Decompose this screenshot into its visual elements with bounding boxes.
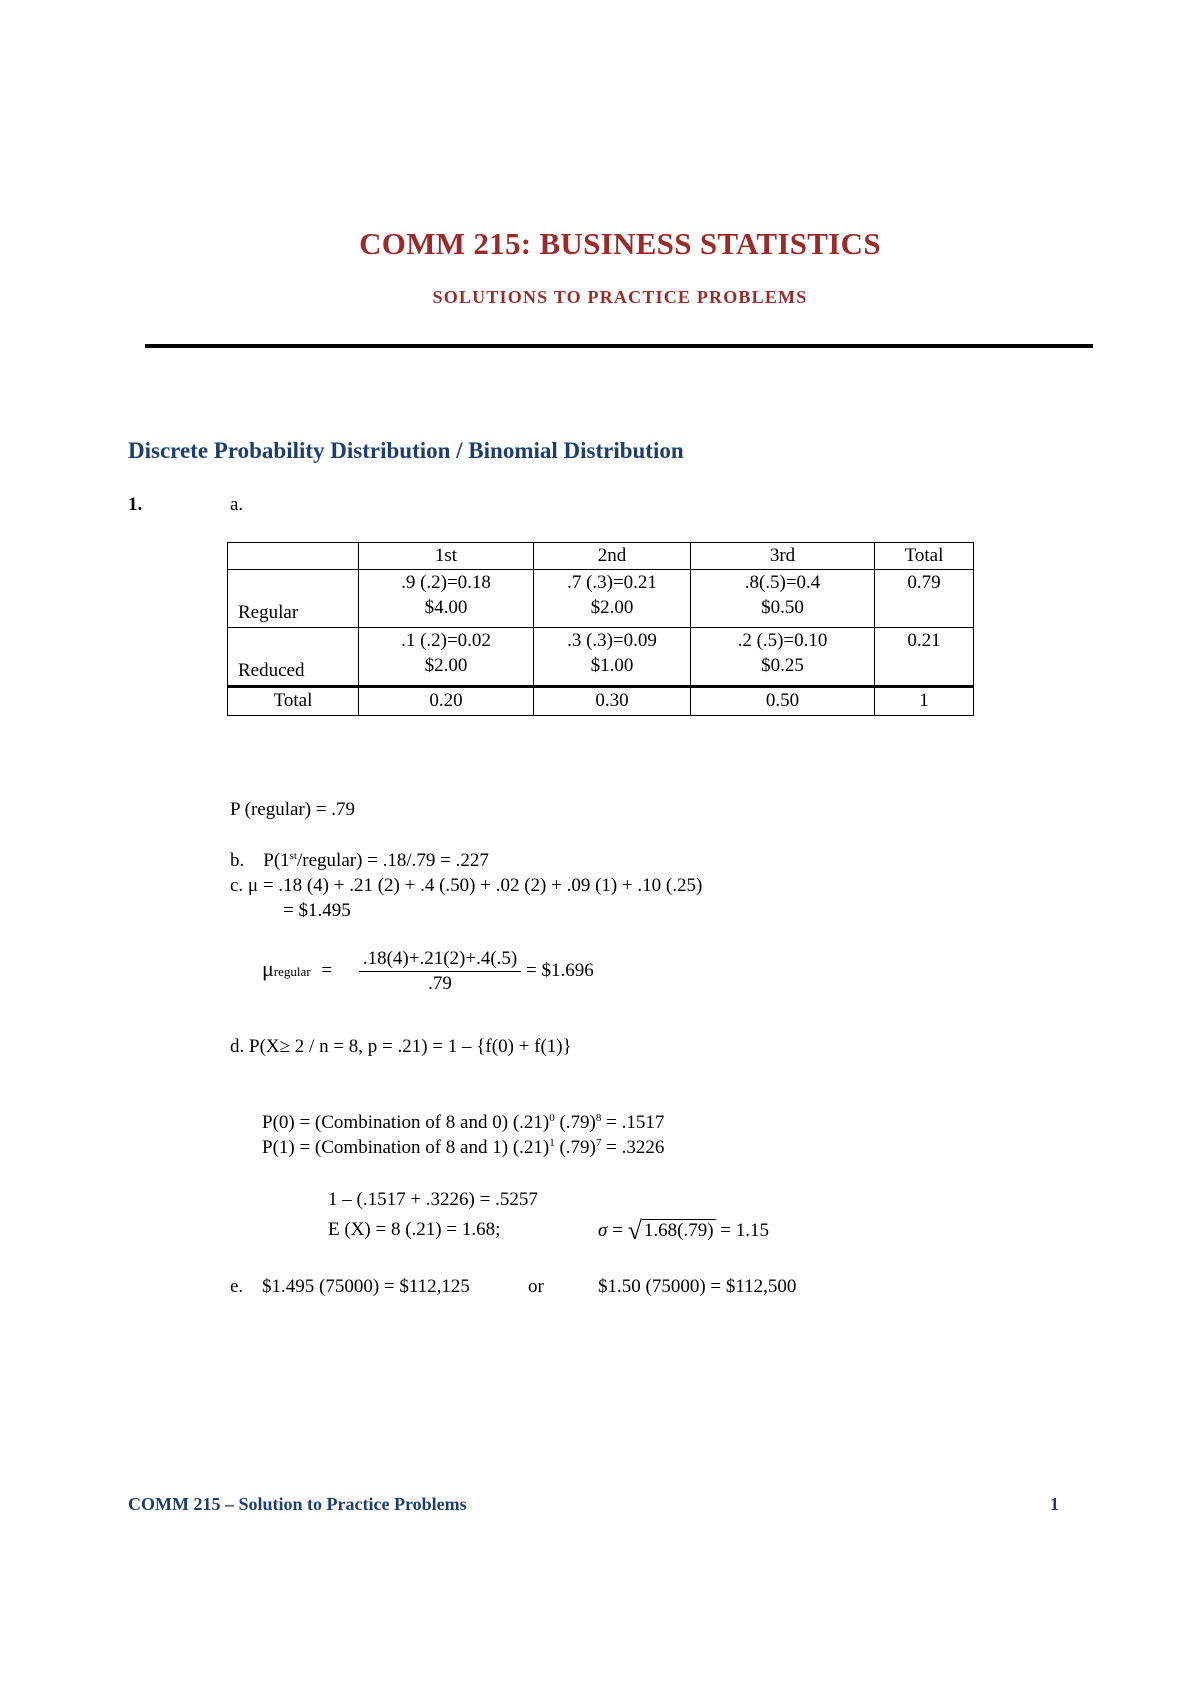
p0-line: P(0) = (Combination of 8 and 0) $(.21)^0$ $(.79)^8 = .1517$ [262, 1112, 665, 1133]
p1-line: P(1) = (Combination of 8 and 1) $(.21)^1$ $(.79)^7 = .3226$ [262, 1137, 665, 1158]
radicand: 1.68(.79) [643, 1220, 714, 1241]
row-label-reduced: Reduced [228, 628, 359, 687]
part-c-line1: c. μ = .18 (4) + .21 (2) + .4 (.50) + .02 (2) + .09 (1) + .10 (.25) [230, 875, 703, 896]
part-e-or: or [528, 1276, 544, 1297]
expectation-line: E (X) = 8 (.21) = 1.68; [328, 1219, 501, 1240]
table-header-cell: Total [875, 543, 974, 570]
page-number: 1 [1050, 1494, 1059, 1514]
table-cell: .3 (.3)=0.09 $1.00 [534, 628, 691, 687]
row-label-regular: Regular [228, 570, 359, 628]
table-cell: .1 (.2)=0.02 $2.00 [359, 628, 534, 687]
title-divider [145, 344, 1093, 348]
table-cell: .9 (.2)=0.18 $4.00 [359, 570, 534, 628]
part-b-label: b. [230, 850, 245, 871]
table-cell: .2 (.5)=0.10 $0.25 [691, 628, 875, 687]
table-row [228, 570, 974, 628]
table-header-cell: 3rd [691, 543, 875, 570]
part-d-line1: d. P(X≥ 2 / n = 8, p = .21) = 1 – {f(0) + f(1)} [230, 1036, 572, 1057]
complement-line: 1 – (.1517 + .3226) = .5257 [328, 1189, 538, 1210]
sigma-symbol: σ [598, 1220, 608, 1241]
radical-icon: √ [627, 1216, 642, 1245]
mu-fraction [359, 948, 521, 995]
table-cell: 0.20 [359, 687, 534, 716]
table-header-row [228, 543, 974, 570]
table-cell: 0.21 [875, 628, 974, 687]
table-cell: .8(.5)=0.4 $0.50 [691, 570, 875, 628]
table-cell: 1 [875, 687, 974, 716]
table-header-cell: 1st [359, 543, 534, 570]
table-cell: 0.79 [875, 570, 974, 628]
table-cell: .7 (.3)=0.21 $2.00 [534, 570, 691, 628]
part-a-label: a. [230, 494, 244, 515]
p-regular-line: P (regular) = .79 [230, 799, 356, 820]
mu-regular-formula: μregular = $\frac{.18(4)+.21(2)+.4(.5)}{.79}$ = $1.696 [262, 948, 594, 994]
part-c-line2: = $1.495 [283, 900, 351, 921]
section-heading: Discrete Probability Distribution / Binomial Distribution [128, 438, 684, 463]
fraction-denominator: .79 [428, 973, 452, 994]
part-e-label: e. [230, 1276, 244, 1297]
table-total-row [228, 687, 974, 716]
fraction-numerator: .18(4)+.21(2)+.4(.5) [359, 948, 521, 972]
mu-result: = $1.696 [525, 959, 594, 981]
table-cell: 0.30 [534, 687, 691, 716]
problem-number: 1. [128, 494, 143, 515]
part-e-value2: $1.50 (75000) = $112,500 [598, 1276, 797, 1297]
document-subtitle: SOLUTIONS TO PRACTICE PROBLEMS [432, 287, 808, 307]
probability-table [227, 542, 974, 716]
table-cell: 0.50 [691, 687, 875, 716]
part-b-line: b. P(1st/regular) = .18/.79 = .227 [230, 850, 489, 871]
mu-symbol: μ [262, 955, 274, 981]
page-footer: COMM 215 – Solution to Practice Problems [128, 1494, 467, 1514]
part-e-value1: $1.495 (75000) = $112,125 [262, 1276, 470, 1297]
total-label: Total [228, 687, 359, 716]
table-header-cell [228, 543, 359, 570]
document-title: COMM 215: BUSINESS STATISTICS [359, 226, 881, 261]
mu-subscript: regular [273, 963, 311, 979]
table-row [228, 628, 974, 687]
table-header-cell: 2nd [534, 543, 691, 570]
sigma-formula: σ = √ 1.68(.79) = 1.15 [598, 1216, 769, 1245]
